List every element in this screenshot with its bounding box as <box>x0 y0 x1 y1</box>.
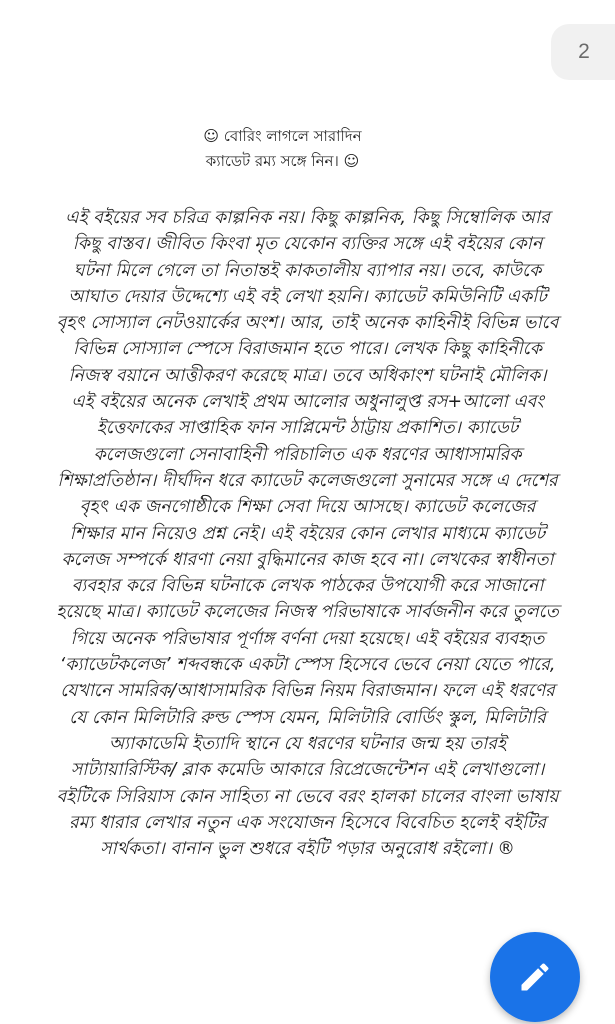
text-line: ঘটনা মিলে গেলে তা নিতান্তই কাকতালীয় ব্যাপার নয়। তবে, কাউকে <box>73 260 542 281</box>
text-line: রম্য ধারার লেখার নতুন এক সংযোজন হিসেবে বিবেচিত হলেই বইটির <box>68 812 547 833</box>
text-line: সাট্যায়ারিস্টিক/ ব্লাক কমেডি আকারে রিপ্রেজেন্টেশন এই লেখাগুলো। <box>70 760 545 781</box>
text-line: এই বইয়ের অনেক লেখাই প্রথম আলোর অধুনালুপ্ত রস+আলো এবং <box>71 392 544 413</box>
text-line: হয়েছে মাত্র। ক্যাডেট কলেজের নিজস্ব পরিভাষাকে সার্বজনীন করে তুলতে <box>56 602 559 623</box>
text-line: অ্যাকাডেমি ইত্যাদি স্থানে যে ধরণের ঘটনার জন্ম হয় তারই <box>108 733 507 754</box>
text-line: সার্থকতা। বানান ভুল শুধরে বইটি পড়ার অনুরোধ রইলো। ® <box>100 839 515 860</box>
text-line: বৃহৎ এক জনগোষ্ঠীকে শিক্ষা সেবা দিয়ে আসছে। ক্যাডেট কলেজের <box>79 497 536 518</box>
text-line: যেখানে সামরিক/আধাসামরিক বিভিন্ন নিয়ম বিরাজমান। ফলে এই ধরণের <box>60 681 555 702</box>
text-line: আঘাত দেয়ার উদ্দেশ্যে এই বই লেখা হয়নি। ক্যাডেট কমিউনিটি একটি <box>68 286 547 307</box>
page-heading <box>0 124 565 174</box>
text-line: নিজস্ব বয়ানে আত্তীকরণ করেছে মাত্র। তবে অধিকাংশ ঘটনাই মৌলিক। <box>68 365 547 386</box>
text-line: ব্যবহার করে বিভিন্ন ঘটনাকে লেখক পাঠকের উপযোগী করে সাজানো <box>71 576 544 597</box>
text-line: বৃহৎ সোস্যাল নেটওয়ার্কের অংশ। আর, তাই অনেক কাহিনীই বিভিন্ন ভাবে <box>56 313 559 334</box>
heading-line: ক্যাডেট রম্য সঙ্গে নিন। ☺ <box>205 152 360 170</box>
pencil-icon <box>517 959 553 995</box>
text-line: কলেজ সম্পর্কে ধারণা নেয়া বুদ্ধিমানের কাজ হবে না। লেখকের স্বাধীনতা <box>61 549 554 570</box>
text-line: এই বইয়ের সব চরিত্র কাল্পনিক নয়। কিছু কাল্পনিক, কিছু সিম্বোলিক আর <box>65 208 550 228</box>
heading-line: ☺ বোরিং লাগলে সারাদিন <box>203 127 362 145</box>
text-line: গিয়ে অনেক পরিভাষার পূর্ণাঙ্গ বর্ণনা দেয়া হয়েছে। এই বইয়ের ব্যবহৃত <box>70 628 545 649</box>
text-line: ইত্তেফাকের সাপ্তাহিক ফান সাপ্লিমেন্ট ঠাট্টায় প্রকাশিত। ক্যাডেট <box>96 418 519 439</box>
disclaimer-paragraph <box>32 205 583 862</box>
text-line: বইটিকে সিরিয়াস কোন সাহিত্য না ভেবে বরং হালকা চালের বাংলা ভাষায় <box>56 786 559 807</box>
edit-fab-button[interactable] <box>490 932 580 1022</box>
text-line: কলেজগুলো সেনাবাহিনী পরিচালিত এক ধরণের আধাসামরিক <box>93 444 522 465</box>
text-line: কিছু বাস্তব। জীবিত কিংবা মৃত যেকোন ব্যক্তির সঙ্গে এই বইয়ের কোন <box>72 234 543 255</box>
text-line: ‘ক্যাডেটকলেজ’ শব্দবন্ধকে একটা স্পেস হিসেবে ভেবে নেয়া যেতে পারে, <box>59 655 556 676</box>
page-number-badge <box>551 24 615 80</box>
text-line: বিভিন্ন সোস্যাল স্পেসে বিরাজমান হতে পারে। লেখক কিছু কাহিনীকে <box>72 339 543 360</box>
page-number: 2 <box>578 40 590 63</box>
text-line: শিক্ষার মান নিয়েও প্রশ্ন নেই। এই বইয়ের কোন লেখার মাধ্যমে ক্যাডেট <box>69 523 546 544</box>
text-line: যে কোন মিলিটারি রুল্ড স্পেস যেমন, মিলিটারি বোর্ডিং স্কুল, মিলিটারি <box>69 707 546 728</box>
text-line: শিক্ষাপ্রতিষ্ঠান। দীর্ঘদিন ধরে ক্যাডেট কলেজগুলো সুনামের সঙ্গে এ দেশের <box>57 470 558 491</box>
